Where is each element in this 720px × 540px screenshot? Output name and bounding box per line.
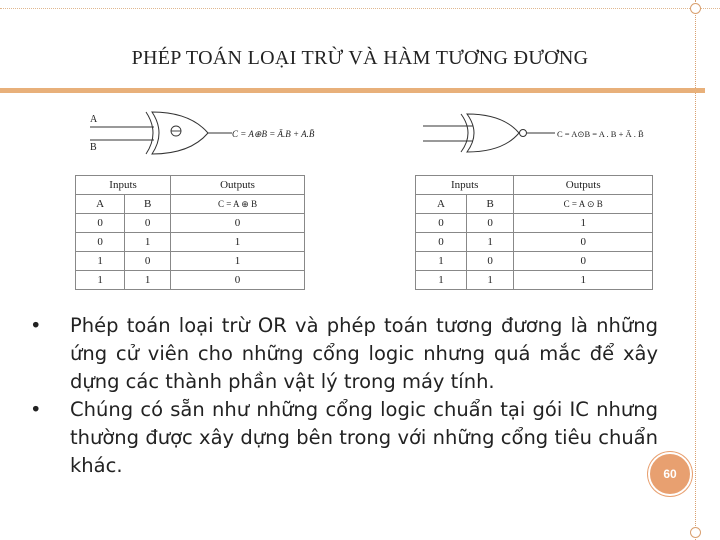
column-header: A [76, 195, 125, 214]
bullet-text: Phép toán loại trừ OR và phép toán tương đương là những ứng cử viên cho những cổng logic nhưng quá mắc để xây dựng các thành phần vật lý trong máy tính. [70, 314, 658, 393]
table-row [416, 214, 653, 233]
table-cell: 0 [76, 233, 125, 252]
xor-gate-diagram [80, 100, 340, 160]
table-cell: 0 [125, 252, 171, 271]
xor-expression: C = A⊕B = Ā.B + A.B̄ [232, 129, 315, 139]
table-cell: 1 [125, 271, 171, 290]
table-row [76, 233, 305, 252]
table-cell: 1 [416, 271, 467, 290]
table-row [416, 271, 653, 290]
xnor-truth-table [415, 175, 653, 290]
table-cell: 1 [514, 214, 653, 233]
table-group-header: Outputs [171, 176, 305, 195]
column-header: B [125, 195, 171, 214]
table-cell: 1 [466, 233, 513, 252]
table-group-header: Inputs [416, 176, 514, 195]
title-underline [0, 88, 705, 93]
column-header: A [416, 195, 467, 214]
xor-input-a-label: A [90, 114, 98, 125]
xor-input-b-label: B [90, 142, 97, 153]
table-cell: 1 [125, 233, 171, 252]
table-cell: 1 [466, 271, 513, 290]
table-cell: 0 [466, 252, 513, 271]
page-number-badge: 60 [648, 452, 692, 496]
table-cell: 1 [171, 252, 305, 271]
table-row [416, 252, 653, 271]
table-cell: 0 [171, 271, 305, 290]
table-cell: 1 [76, 252, 125, 271]
table-cell: 0 [76, 214, 125, 233]
corner-ornament [690, 3, 701, 14]
table-cell: 0 [514, 252, 653, 271]
column-header: C = A ⊕ B [171, 195, 305, 214]
table-cell: 1 [416, 252, 467, 271]
corner-ornament [690, 527, 701, 538]
bullet-marker: • [30, 314, 42, 337]
xor-truth-table [75, 175, 305, 290]
xnor-gate-diagram [405, 108, 665, 158]
table-cell: 0 [125, 214, 171, 233]
table-cell: 0 [514, 233, 653, 252]
xnor-expression: C = A⊙B = A . B + Ā . B̄ [557, 129, 644, 139]
slide-title: PHÉP TOÁN LOẠI TRỪ VÀ HÀM TƯƠNG ĐƯƠNG [131, 47, 589, 69]
table-cell: 0 [416, 214, 467, 233]
table-group-header: Inputs [76, 176, 171, 195]
table-group-header: Outputs [514, 176, 653, 195]
table-cell: 1 [514, 271, 653, 290]
table-row [76, 214, 305, 233]
column-header: B [466, 195, 513, 214]
table-row [416, 233, 653, 252]
column-header: C = A ⊙ B [514, 195, 653, 214]
right-border-decoration [695, 0, 696, 540]
top-border-decoration [0, 8, 720, 9]
table-cell: 1 [171, 233, 305, 252]
table-cell: 0 [466, 214, 513, 233]
table-cell: 0 [171, 214, 305, 233]
table-cell: 1 [76, 271, 125, 290]
table-cell: 0 [416, 233, 467, 252]
list-item [28, 396, 658, 480]
bullet-marker: • [30, 398, 42, 421]
bullet-list [28, 312, 658, 480]
list-item [28, 312, 658, 396]
bullet-text: Chúng có sẵn như những cổng logic chuẩn tại gói IC nhưng thường được xây dựng bên trong với những cổng tiêu chuẩn khác. [70, 398, 658, 477]
table-row [76, 252, 305, 271]
table-row [76, 271, 305, 290]
